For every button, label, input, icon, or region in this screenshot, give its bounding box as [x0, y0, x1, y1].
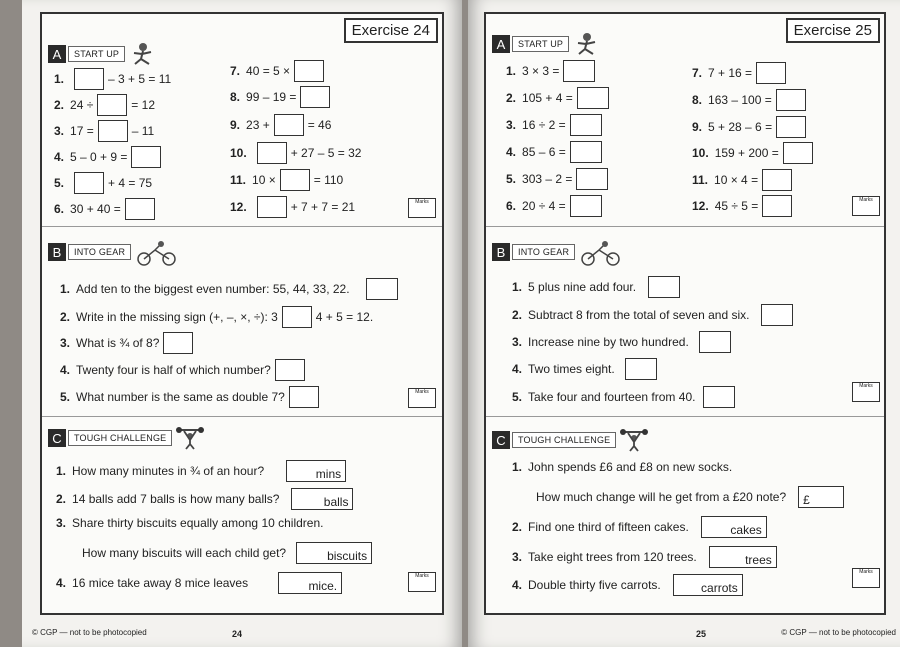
question-a3: 3. 16 ÷ 2 = — [506, 114, 606, 136]
question-a10: 10. 159 + 200 = — [692, 142, 817, 164]
question-b1: 1. 5 plus nine add four. — [512, 276, 684, 298]
question-b3: 3. What is ¾ of 8? — [60, 332, 197, 354]
question-c2: 2. 14 balls add 7 balls is how many balls? balls — [56, 488, 353, 510]
section-letter: C — [48, 429, 66, 447]
section-label: START UP — [68, 46, 125, 62]
question-a11: 11. 10 × = 110 — [230, 169, 343, 191]
answer-box[interactable] — [762, 195, 792, 217]
divider — [486, 226, 884, 227]
question-a11: 11. 10 × 4 = — [692, 169, 796, 191]
weightlifter-icon — [176, 426, 204, 450]
runner-icon — [573, 32, 601, 56]
divider — [42, 226, 442, 227]
question-c1-part: How much change will he get from a £20 note? £ — [530, 486, 844, 508]
copyright-footer: © CGP — not to be photocopied — [781, 628, 896, 637]
section-b-header — [48, 240, 179, 264]
marks-box[interactable]: Marks — [852, 382, 880, 402]
answer-box[interactable] — [300, 86, 330, 108]
question-c2: 2. Find one third of fifteen cakes. cakes — [512, 516, 767, 538]
question-a7: 7. 40 = 5 × — [230, 60, 328, 82]
divider — [42, 416, 442, 417]
answer-box[interactable]: balls — [291, 488, 353, 510]
answer-box[interactable] — [280, 169, 310, 191]
answer-box[interactable]: carrots — [673, 574, 743, 596]
answer-box[interactable] — [703, 386, 735, 408]
question-a10: 10. + 27 – 5 = 32 — [230, 142, 361, 164]
exercise-frame — [484, 12, 886, 615]
answer-box[interactable] — [762, 169, 792, 191]
answer-box[interactable] — [257, 196, 287, 218]
page-number: 24 — [232, 629, 243, 639]
section-letter: A — [492, 35, 510, 53]
question-a2: 2. 105 + 4 = — [506, 87, 613, 109]
page-right — [468, 0, 900, 647]
answer-box[interactable]: cakes — [701, 516, 767, 538]
question-b5: 5. Take four and fourteen from 40. — [512, 386, 739, 408]
section-label: INTO GEAR — [68, 244, 131, 260]
marks-box[interactable]: Marks — [408, 388, 436, 408]
question-a5: 5. + 4 = 75 — [54, 172, 152, 194]
question-a5: 5. 303 – 2 = — [506, 168, 612, 190]
answer-box[interactable] — [576, 168, 608, 190]
question-a1: 1. 3 × 3 = — [506, 60, 599, 82]
answer-box[interactable] — [257, 142, 287, 164]
section-label: TOUGH CHALLENGE — [512, 432, 616, 448]
answer-box[interactable] — [625, 358, 657, 380]
question-a4: 4. 5 – 0 + 9 = — [54, 146, 165, 168]
copyright-footer: © CGP — not to be photocopied — [32, 628, 147, 637]
cyclist-icon — [579, 240, 623, 264]
exercise-frame — [40, 12, 444, 615]
section-letter: B — [492, 243, 510, 261]
answer-box[interactable] — [577, 87, 609, 109]
question-c4: 4. 16 mice take away 8 mice leaves mice. — [56, 572, 342, 594]
question-c1: 1. John spends £6 and £8 on new socks. — [512, 460, 733, 474]
answer-box[interactable] — [74, 68, 104, 90]
marks-box[interactable]: Marks — [408, 198, 436, 218]
section-label: START UP — [512, 36, 569, 52]
answer-box[interactable] — [761, 304, 793, 326]
answer-box[interactable] — [163, 332, 193, 354]
answer-box[interactable]: trees — [709, 546, 777, 568]
question-b5: 5. What number is the same as double 7? — [60, 386, 323, 408]
answer-box[interactable] — [275, 359, 305, 381]
section-letter: C — [492, 431, 510, 449]
exercise-title: Exercise 24 — [344, 18, 438, 43]
answer-box[interactable] — [756, 62, 786, 84]
question-b4: 4. Twenty four is half of which number? — [60, 359, 309, 381]
answer-box[interactable] — [570, 141, 602, 163]
question-b4: 4. Two times eight. — [512, 358, 661, 380]
question-b2: 2. Write in the missing sign (+, –, ×, ÷): 3 4 + 5 = 12. — [60, 306, 373, 328]
answer-box[interactable] — [776, 116, 806, 138]
marks-box[interactable]: Marks — [852, 568, 880, 588]
section-a-header — [48, 42, 157, 66]
question-a3: 3. 17 = – 11 — [54, 120, 154, 142]
divider — [486, 416, 884, 417]
runner-icon — [129, 42, 157, 66]
marks-box[interactable]: Marks — [408, 572, 436, 592]
answer-box[interactable] — [366, 278, 398, 300]
answer-box[interactable] — [74, 172, 104, 194]
section-label: TOUGH CHALLENGE — [68, 430, 172, 446]
answer-box[interactable] — [282, 306, 312, 328]
question-a7: 7. 7 + 16 = — [692, 62, 790, 84]
question-a2: 2. 24 ÷ = 12 — [54, 94, 155, 116]
answer-box[interactable] — [131, 146, 161, 168]
answer-box[interactable] — [274, 114, 304, 136]
answer-box[interactable] — [776, 89, 806, 111]
question-c3-part: How many biscuits will each child get? biscuits — [76, 542, 372, 564]
weightlifter-icon — [620, 428, 648, 452]
question-a8: 8. 99 – 19 = — [230, 86, 334, 108]
question-b1: 1. Add ten to the biggest even number: 55, 44, 33, 22. — [60, 278, 402, 300]
page-left — [22, 0, 462, 647]
question-b3: 3. Increase nine by two hundred. — [512, 331, 735, 353]
page-number: 25 — [696, 629, 707, 639]
answer-box[interactable] — [570, 114, 602, 136]
question-a12: 12. + 7 + 7 = 21 — [230, 196, 355, 218]
answer-box[interactable] — [563, 60, 595, 82]
question-a9: 9. 5 + 28 – 6 = — [692, 116, 810, 138]
section-label: INTO GEAR — [512, 244, 575, 260]
question-a12: 12. 45 ÷ 5 = — [692, 195, 796, 217]
question-c3: 3. Take eight trees from 120 trees. trees — [512, 546, 777, 568]
answer-box[interactable] — [783, 142, 813, 164]
question-a1: 1. – 3 + 5 = 11 — [54, 68, 171, 90]
section-b-header — [492, 240, 623, 264]
answer-box[interactable] — [289, 386, 319, 408]
answer-box[interactable] — [125, 198, 155, 220]
answer-box[interactable]: biscuits — [296, 542, 372, 564]
question-a6: 6. 30 + 40 = — [54, 198, 159, 220]
question-a8: 8. 163 – 100 = — [692, 89, 810, 111]
question-a9: 9. 23 + = 46 — [230, 114, 331, 136]
answer-box[interactable] — [570, 195, 602, 217]
section-letter: B — [48, 243, 66, 261]
question-c1: 1. How many minutes in ¾ of an hour? mins — [56, 460, 346, 482]
answer-box[interactable] — [294, 60, 324, 82]
exercise-title: Exercise 25 — [786, 18, 880, 43]
cyclist-icon — [135, 240, 179, 264]
question-a4: 4. 85 – 6 = — [506, 141, 606, 163]
question-a6: 6. 20 ÷ 4 = — [506, 195, 606, 217]
question-b2: 2. Subtract 8 from the total of seven and six. — [512, 304, 797, 326]
answer-box[interactable] — [699, 331, 731, 353]
answer-box[interactable] — [98, 120, 128, 142]
answer-box[interactable]: mice. — [278, 572, 342, 594]
section-c-header — [48, 426, 204, 450]
section-c-header — [492, 428, 648, 452]
question-c4: 4. Double thirty five carrots. carrots — [512, 574, 743, 596]
question-c3: 3. Share thirty biscuits equally among 10 children. — [56, 516, 324, 530]
section-a-header — [492, 32, 601, 56]
marks-box[interactable]: Marks — [852, 196, 880, 216]
answer-box[interactable]: mins — [286, 460, 346, 482]
answer-box[interactable] — [648, 276, 680, 298]
answer-box[interactable] — [97, 94, 127, 116]
answer-box[interactable]: £ — [798, 486, 844, 508]
section-letter: A — [48, 45, 66, 63]
